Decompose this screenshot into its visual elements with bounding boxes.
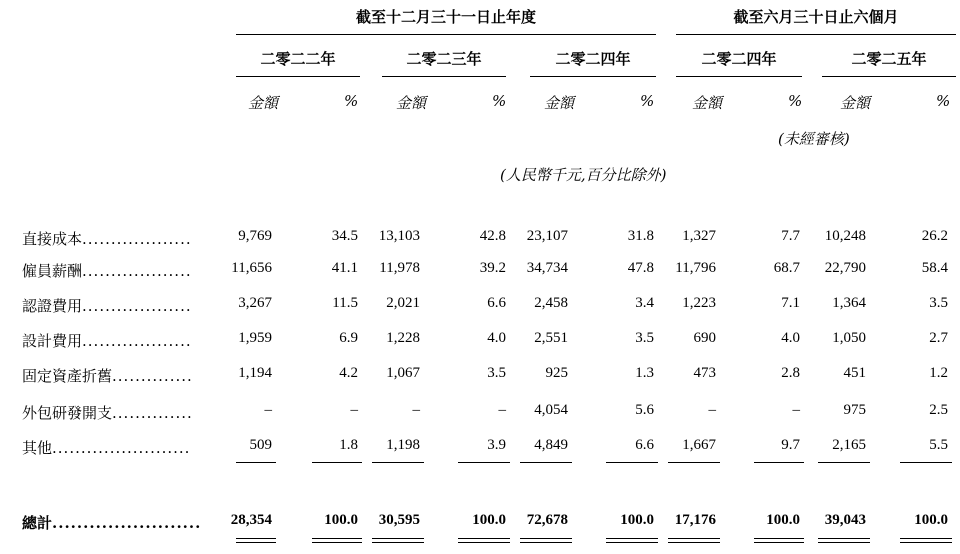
row-leader-dots: ................... [82,230,192,248]
pct-cell: 4.0 [781,330,800,346]
amount-cell: 13,103 [378,228,420,244]
total-double-rule [236,538,276,543]
row-label-text: 總計 [22,514,53,532]
amount-cell: 1,223 [682,295,716,311]
amount-cell: 11,796 [675,260,716,276]
amount-cell: 23,107 [526,228,568,244]
year-rule-2025-h1 [822,76,956,77]
amount-cell: 1,364 [832,295,866,311]
unit-note: (人民幣千元,百分比除外) [500,166,667,184]
total-double-rule [818,538,870,543]
pct-cell: 3.5 [635,330,654,346]
amount-cell: 1,194 [238,365,272,381]
pct-cell: 9.7 [781,437,800,453]
pct-cell: 1.8 [339,437,358,453]
pct-cell: 68.7 [773,260,800,276]
pct-cell: 100.0 [766,512,800,528]
subtotal-rule [372,462,424,463]
pct-cell: 47.8 [627,260,654,276]
amount-cell: 1,959 [238,330,272,346]
pct-cell: 34.5 [331,228,358,244]
amount-cell: – [412,402,420,418]
amount-cell: 2,551 [534,330,568,346]
pct-cell: 3.5 [929,295,948,311]
amount-cell: 451 [843,365,866,381]
col-pct-label: % [936,92,951,110]
pct-cell: 100.0 [914,512,948,528]
total-double-rule [312,538,362,543]
total-double-rule [668,538,720,543]
col-amount-label: 金額 [840,94,871,112]
amount-cell: 9,769 [238,228,272,244]
amount-cell: 1,067 [386,365,420,381]
amount-cell: 975 [843,402,866,418]
subtotal-rule [606,462,658,463]
amount-cell: 2,021 [386,295,420,311]
pct-cell: – [350,402,358,418]
col-amount-label: 金額 [248,94,279,112]
total-row-label [22,512,201,533]
pct-cell: 2.5 [929,402,948,418]
year-rule-2022 [236,76,360,77]
subtotal-rule [668,462,720,463]
row-label [22,330,192,351]
amount-cell: 1,050 [832,330,866,346]
amount-cell: 690 [693,330,716,346]
amount-cell: 11,656 [231,260,272,276]
pct-cell: 100.0 [472,512,506,528]
pct-cell: 2.8 [781,365,800,381]
year-header-2022: 二零二二年 [260,50,336,68]
subtotal-rule [312,462,362,463]
amount-cell: – [708,402,716,418]
col-amount-label: 金額 [396,94,427,112]
amount-cell: 509 [249,437,272,453]
pct-cell: 3.9 [487,437,506,453]
pct-cell: 58.4 [921,260,948,276]
pct-cell: 42.8 [479,228,506,244]
amount-cell: 30,595 [378,512,420,528]
row-leader-dots: ........................ [52,439,191,457]
amount-cell: 473 [693,365,716,381]
amount-cell: 3,267 [238,295,272,311]
pct-cell: 39.2 [479,260,506,276]
row-leader-dots: .............. [112,404,193,422]
row-leader-dots: ................... [82,262,192,280]
amount-cell: 925 [545,365,568,381]
pct-cell: 6.9 [339,330,358,346]
amount-cell: 4,849 [534,437,568,453]
group-header-annual: 截至十二月三十一日止年度 [355,8,536,26]
pct-cell: 31.8 [627,228,654,244]
amount-cell: 28,354 [230,512,272,528]
pct-cell: 11.5 [332,295,358,311]
subtotal-rule [900,462,952,463]
amount-cell: 22,790 [824,260,866,276]
pct-cell: 1.2 [929,365,948,381]
amount-cell: 1,198 [386,437,420,453]
amount-cell: 39,043 [824,512,866,528]
year-rule-2024-h1 [676,76,802,77]
col-pct-label: % [344,92,359,110]
pct-cell: 6.6 [635,437,654,453]
row-label-text: 外包研發開支 [22,404,113,422]
pct-cell: 3.4 [635,295,654,311]
pct-cell: 5.6 [635,402,654,418]
total-double-rule [754,538,804,543]
pct-cell: 100.0 [324,512,358,528]
row-leader-dots: ........................ [52,514,202,532]
pct-cell: 6.6 [487,295,506,311]
row-leader-dots: ................... [82,297,192,315]
pct-cell: 7.7 [781,228,800,244]
row-label-text: 直接成本 [22,230,83,248]
total-double-rule [458,538,510,543]
row-label-text: 僱員薪酬 [22,262,83,280]
pct-cell: 2.7 [929,330,948,346]
group-header-interim: 截至六月三十日止六個月 [733,8,899,26]
pct-cell: 41.1 [331,260,358,276]
row-label [22,365,193,386]
subtotal-rule [754,462,804,463]
col-pct-label: % [788,92,803,110]
total-double-rule [606,538,658,543]
subtotal-rule [236,462,276,463]
total-double-rule [900,538,952,543]
year-header-2025-h1: 二零二五年 [851,50,927,68]
amount-cell: 2,165 [832,437,866,453]
amount-cell: 72,678 [526,512,568,528]
row-label-text: 固定資產折舊 [22,367,113,385]
subtotal-rule [458,462,510,463]
pct-cell: – [498,402,506,418]
pct-cell: 5.5 [929,437,948,453]
year-header-2024-h1: 二零二四年 [701,50,777,68]
group-header-interim-rule [676,34,956,35]
pct-cell: 4.2 [339,365,358,381]
pct-cell: 7.1 [781,295,800,311]
amount-cell: 10,248 [824,228,866,244]
unaudited-note: (未經審核) [778,130,850,148]
pct-cell: 4.0 [487,330,506,346]
total-double-rule [520,538,572,543]
row-label-text: 其他 [22,439,53,457]
amount-cell: 1,667 [682,437,716,453]
amount-cell: 17,176 [674,512,716,528]
year-rule-2023 [382,76,506,77]
pct-cell: – [792,402,800,418]
amount-cell: 1,228 [386,330,420,346]
subtotal-rule [520,462,572,463]
row-label [22,260,192,281]
subtotal-rule [818,462,870,463]
amount-cell: 11,978 [379,260,420,276]
pct-cell: 1.3 [635,365,654,381]
col-pct-label: % [492,92,507,110]
pct-cell: 100.0 [620,512,654,528]
row-label-text: 認證費用 [22,297,83,315]
col-amount-label: 金額 [692,94,723,112]
amount-cell: 1,327 [682,228,716,244]
amount-cell: 2,458 [534,295,568,311]
col-amount-label: 金額 [544,94,575,112]
row-label-text: 設計費用 [22,332,83,350]
year-rule-2024 [530,76,656,77]
amount-cell: 34,734 [526,260,568,276]
row-label [22,295,192,316]
row-label [22,437,190,458]
pct-cell: 26.2 [921,228,948,244]
row-leader-dots: ................... [82,332,192,350]
pct-cell: 3.5 [487,365,506,381]
amount-cell: – [264,402,272,418]
row-label [22,228,192,249]
year-header-2023: 二零二三年 [406,50,482,68]
col-pct-label: % [640,92,655,110]
row-label [22,402,193,423]
total-double-rule [372,538,424,543]
row-leader-dots: .............. [112,367,193,385]
amount-cell: 4,054 [534,402,568,418]
year-header-2024: 二零二四年 [555,50,631,68]
group-header-annual-rule [236,34,656,35]
